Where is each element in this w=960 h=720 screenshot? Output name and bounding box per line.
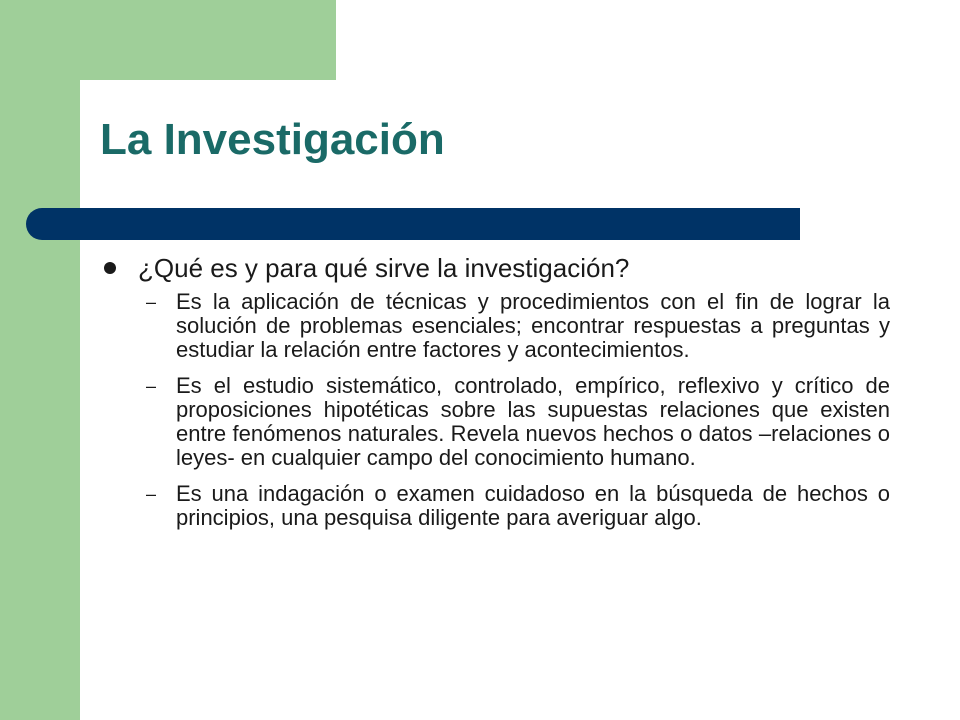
sub-bullet-list (100, 290, 890, 530)
sub-bullet-text: Es la aplicación de técnicas y procedimientos con el fin de lograr la solución de problemas esenciales; encontrar respuestas a preguntas y estudiar la relación entre factores y acontecimientos. (176, 289, 890, 362)
slide-title: La Investigación (100, 115, 445, 164)
main-bullet (100, 250, 890, 286)
main-bullet-text: ¿Qué es y para qué sirve la investigación? (138, 253, 630, 283)
dash-icon: – (146, 484, 157, 504)
dash-icon: – (146, 376, 157, 396)
sub-bullet-text: Es una indagación o examen cuidadoso en la búsqueda de hechos o principios, una pesquisa diligente para averiguar algo. (176, 481, 890, 530)
green-accent-left (0, 0, 80, 720)
title-underline-bar (26, 208, 800, 240)
sub-bullet-text: Es el estudio sistemático, controlado, empírico, reflexivo y crítico de proposiciones hipotéticas sobre las supuestas relaciones que existen entre fenómenos naturales. Revela nuevos hechos o datos –relaciones o leyes- en cualquier campo del conocimiento humano. (176, 373, 890, 470)
sub-bullet-item (100, 290, 890, 362)
sub-bullet-item (100, 374, 890, 470)
slide-body (100, 250, 890, 542)
sub-bullet-item (100, 482, 890, 530)
dash-icon: – (146, 292, 157, 312)
bullet-dot-icon (104, 262, 116, 274)
